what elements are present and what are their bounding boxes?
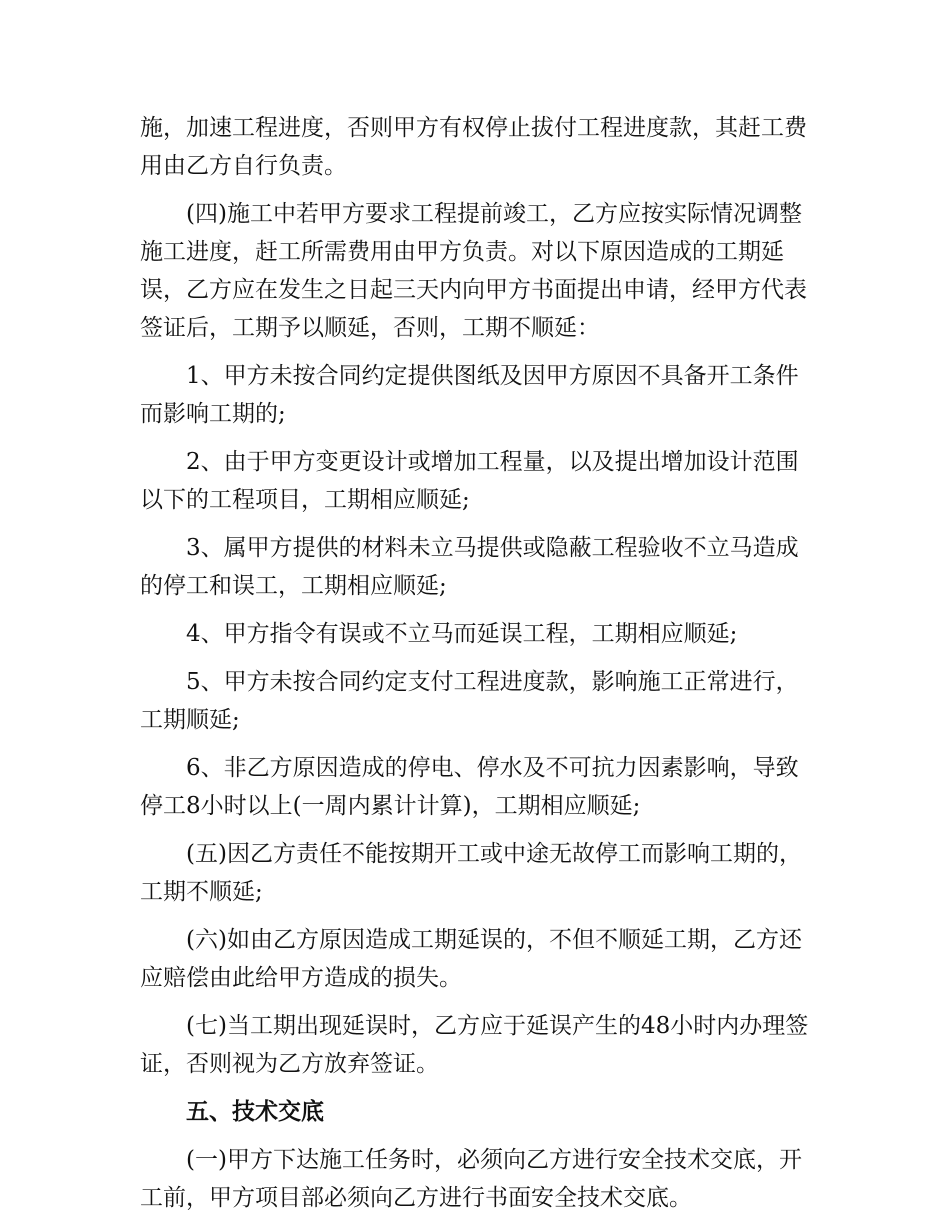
list-item-2: 2、由于甲方变更设计或增加工程量，以及提出增加设计范围以下的工程项目，工期相应顺延;	[140, 449, 799, 513]
section-heading: 五、技术交底	[186, 1099, 324, 1125]
list-item-6: 6、非乙方原因造成的停电、停水及不可抗力因素影响，导致停工8小时以上(一周内累计计算)，工期相应顺延;	[140, 755, 799, 819]
paragraph-clause-5: (五)因乙方责任不能按期开工或中途无故停工而影响工期的，工期不顺延;	[140, 841, 802, 905]
document-body	[140, 109, 820, 1227]
paragraph-clause-6: (六)如由乙方原因造成工期延误的，不但不顺延工期，乙方还应赔偿由此给甲方造成的损失。	[140, 927, 802, 991]
list-item-5: 5、甲方未按合同约定支付工程进度款，影响施工正常进行，工期顺延;	[140, 669, 799, 733]
paragraph-clause-7: (七)当工期出现延误时，乙方应于延误产生的48小时内办理签证，否则视为乙方放弃签证。	[140, 1013, 809, 1077]
list-item-3: 3、属甲方提供的材料未立马提供或隐蔽工程验收不立马造成的停工和误工，工期相应顺延;	[140, 535, 799, 599]
list-item-4: 4、甲方指令有误或不立马而延误工程，工期相应顺延;	[186, 621, 738, 647]
list-item-1: 1、甲方未按合同约定提供图纸及因甲方原因不具备开工条件而影响工期的;	[140, 363, 799, 427]
paragraph-continuation: 施，加速工程进度，否则甲方有权停止拔付工程进度款，其赶工费用由乙方自行负责。	[140, 115, 807, 179]
paragraph-technical-1: (一)甲方下达施工任务时，必须向乙方进行安全技术交底，开工前，甲方项目部必须向乙方进行书面安全技术交底。	[140, 1147, 802, 1211]
paragraph-clause-4: (四)施工中若甲方要求工程提前竣工，乙方应按实际情况调整施工进度，赶工所需费用由甲方负责。对以下原因造成的工期延误，乙方应在发生之日起三天内向甲方书面提出申请，经甲方代表签证后，工期予以顺延，否则，工期不顺延：	[140, 201, 807, 341]
